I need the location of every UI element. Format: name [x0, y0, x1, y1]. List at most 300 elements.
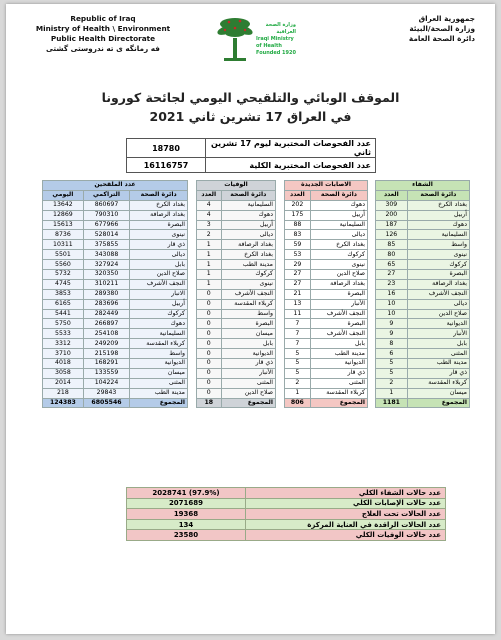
vaccinated-cumulative: 310211 [83, 279, 129, 289]
new-cases-dept: كربلاء المقدسة [310, 388, 367, 398]
logo-caption [256, 22, 296, 57]
new-cases-count: 13 [285, 299, 311, 309]
recoveries-row [376, 378, 470, 388]
new-cases-dept: ذي قار [310, 368, 367, 378]
deaths-dept: بغداد الكرخ [221, 250, 275, 260]
vaccinated-cumulative: 289380 [83, 289, 129, 299]
deaths-dept: الأنبار [221, 368, 275, 378]
recoveries-dept: ديالى [407, 299, 469, 309]
deaths-count: 4 [197, 210, 222, 220]
new-cases-row [285, 388, 368, 398]
new-cases-total: 806 [285, 398, 311, 408]
vaccinated-dept: بابل [130, 260, 188, 270]
deaths-count: 0 [197, 378, 222, 388]
recoveries-count: 8 [376, 339, 408, 349]
deaths-dept: مدينة الطب [221, 260, 275, 270]
recoveries-dept: ذي قار [407, 368, 469, 378]
header-english-line: Public Health Directorate [50, 34, 156, 43]
vaccinated-row [43, 260, 188, 270]
vaccinated-dept: بغداد الكرخ [130, 200, 188, 210]
deaths-dept: نينوى [221, 279, 275, 289]
vaccinated-cumulative: 104224 [83, 378, 129, 388]
vaccinated-dept: النجف الأشرف [130, 279, 188, 289]
new-cases-count: 59 [285, 240, 311, 250]
recoveries-dept: واسط [407, 240, 469, 250]
new-cases-row [285, 339, 368, 349]
new-cases-row [285, 299, 368, 309]
recoveries-count: 23 [376, 279, 408, 289]
new-cases-count: 29 [285, 260, 311, 270]
vaccinated-daily: 15613 [43, 220, 84, 230]
deaths-row [197, 368, 276, 378]
recoveries-row [376, 250, 470, 260]
recoveries-count: 6 [376, 349, 408, 359]
new-cases-dept: البصرة [310, 319, 367, 329]
new-cases-count: 83 [285, 230, 311, 240]
header-arabic-line: جمهورية العراق [418, 14, 475, 23]
recoveries-dept: كربلاء المقدسة [407, 378, 469, 388]
recoveries-count: 5 [376, 359, 408, 369]
recoveries-count: 16 [376, 289, 408, 299]
new-cases-dept: صلاح الدين [310, 270, 367, 280]
recoveries-dept: مدينة الطب [407, 359, 469, 369]
recoveries-row [376, 260, 470, 270]
vaccinated-dept: المثنى [130, 378, 188, 388]
deaths-count: 4 [197, 200, 222, 210]
deaths-col-dept: دائرة الصحة [221, 190, 275, 200]
vaccinated-cumulative: 677966 [83, 220, 129, 230]
vaccinated-row [43, 329, 188, 339]
lab-tests-daily-label: عدد الفحوصات المختبرية ليوم 17 تشرين ثاني [206, 139, 376, 158]
vaccinated-daily: 5533 [43, 329, 84, 339]
summary-table [126, 487, 446, 541]
recoveries-row [376, 359, 470, 369]
recoveries-row [376, 299, 470, 309]
summary-label: عدد حالات الوفيات الكلي [246, 530, 446, 541]
deaths-count: 0 [197, 289, 222, 299]
vaccinated-col-daily: اليومي [43, 190, 84, 200]
deaths-count: 0 [197, 329, 222, 339]
new-cases-row [285, 349, 368, 359]
deaths-count: 1 [197, 240, 222, 250]
deaths-col-count: العدد [197, 190, 222, 200]
new-cases-dept: السليمانية [310, 220, 367, 230]
new-cases-row [285, 309, 368, 319]
deaths-row [197, 270, 276, 280]
deaths-count: 0 [197, 359, 222, 369]
recoveries-count: 126 [376, 230, 408, 240]
new-cases-row [285, 319, 368, 329]
deaths-row [197, 359, 276, 369]
header-english-line: Republic of Iraq [70, 14, 136, 23]
new-cases-count: 1 [285, 388, 311, 398]
vaccinated-row [43, 200, 188, 210]
new-cases-row [285, 279, 368, 289]
new-cases-dept: بغداد الكرخ [310, 240, 367, 250]
deaths-title: الوفيات [197, 181, 276, 191]
vaccinated-row [43, 319, 188, 329]
vaccinated-row [43, 240, 188, 250]
deaths-dept: بغداد الرصافة [221, 240, 275, 250]
vaccinated-daily: 12869 [43, 210, 84, 220]
deaths-dept: المثنى [221, 378, 275, 388]
vaccinated-daily: 3058 [43, 368, 84, 378]
summary-value: (97.9%) 2028741 [127, 488, 246, 499]
vaccinated-row [43, 250, 188, 260]
recoveries-count: 80 [376, 250, 408, 260]
vaccinated-table [42, 180, 188, 408]
deaths-row [197, 329, 276, 339]
deaths-dept: واسط [221, 309, 275, 319]
vaccinated-daily: 3853 [43, 289, 84, 299]
deaths-total: 18 [197, 398, 222, 408]
recoveries-dept: البصرة [407, 270, 469, 280]
summary-row [127, 519, 446, 530]
recoveries-count: 200 [376, 210, 408, 220]
new-cases-count: 11 [285, 309, 311, 319]
deaths-count: 1 [197, 250, 222, 260]
recoveries-row [376, 349, 470, 359]
vaccinated-cumulative: 133559 [83, 368, 129, 378]
recoveries-title: الشفاء [376, 181, 470, 191]
deaths-count: 0 [197, 339, 222, 349]
header-arabic-line: وزارة الصحة/البيئة [409, 24, 475, 33]
logo-caption-line: وزارة الصحة العراقية [265, 22, 296, 35]
header-kurdish-line: فه رمانگه ى ته ندروستى گشتى [46, 44, 160, 53]
vaccinated-row [43, 339, 188, 349]
vaccinated-title: عدد الملقحين [43, 181, 188, 191]
deaths-dept: كركوك [221, 270, 275, 280]
recoveries-count: 9 [376, 329, 408, 339]
recoveries-row [376, 240, 470, 250]
new-cases-col-dept: دائرة الصحة [310, 190, 367, 200]
vaccinated-daily: 10311 [43, 240, 84, 250]
deaths-row [197, 349, 276, 359]
vaccinated-dept: صلاح الدين [130, 270, 188, 280]
vaccinated-row [43, 378, 188, 388]
recoveries-dept: كركوك [407, 260, 469, 270]
recoveries-count: 1 [376, 388, 408, 398]
vaccinated-dept: كربلاء المقدسة [130, 339, 188, 349]
new-cases-dept: نينوى [310, 260, 367, 270]
vaccinated-cumulative: 29843 [83, 388, 129, 398]
new-cases-dept: بغداد الرصافة [310, 279, 367, 289]
recoveries-row [376, 220, 470, 230]
vaccinated-cumulative: 327924 [83, 260, 129, 270]
new-cases-dept: النجف الأشرف [310, 309, 367, 319]
vaccinated-row [43, 359, 188, 369]
vaccinated-total-label: المجموع [130, 398, 188, 408]
lab-tests-row [127, 158, 376, 173]
new-cases-row [285, 378, 368, 388]
new-cases-dept: مدينة الطب [310, 349, 367, 359]
new-cases-count: 7 [285, 339, 311, 349]
deaths-count: 2 [197, 230, 222, 240]
deaths-table [196, 180, 276, 408]
deaths-dept: ديالى [221, 230, 275, 240]
new-cases-count: 88 [285, 220, 311, 230]
vaccinated-dept: واسط [130, 349, 188, 359]
new-cases-count: 5 [285, 359, 311, 369]
header-arabic [365, 14, 475, 44]
vaccinated-dept: الانبار [130, 289, 188, 299]
new-cases-row [285, 210, 368, 220]
vaccinated-dept: كركوك [130, 309, 188, 319]
vaccinated-cumulative: 215198 [83, 349, 129, 359]
deaths-count: 1 [197, 270, 222, 280]
summary-label: عدد الحالات الراقدة في العناية المركزة [246, 519, 446, 530]
recoveries-dept: المثنى [407, 349, 469, 359]
vaccinated-dept: دهوك [130, 319, 188, 329]
recoveries-dept: أربيل [407, 210, 469, 220]
new-cases-row [285, 200, 368, 210]
recoveries-row [376, 289, 470, 299]
deaths-count: 0 [197, 368, 222, 378]
recoveries-count: 187 [376, 220, 408, 230]
vaccinated-dept: السليمانية [130, 329, 188, 339]
vaccinated-dept: بغداد الرصافة [130, 210, 188, 220]
deaths-row [197, 299, 276, 309]
vaccinated-row [43, 309, 188, 319]
new-cases-table [284, 180, 368, 408]
deaths-dept: الديوانية [221, 349, 275, 359]
recoveries-row [376, 388, 470, 398]
header-english-line: Ministry of Health \ Environment [35, 24, 171, 33]
new-cases-count: 7 [285, 329, 311, 339]
vaccinated-dept: مدينة الطب [130, 388, 188, 398]
deaths-dept: كربلاء المقدسة [221, 299, 275, 309]
vaccinated-daily: 5501 [43, 250, 84, 260]
new-cases-count: 27 [285, 270, 311, 280]
deaths-count: 0 [197, 349, 222, 359]
new-cases-col-count: العدد [285, 190, 311, 200]
recoveries-total: 1181 [376, 398, 408, 408]
recoveries-count: 9 [376, 319, 408, 329]
vaccinated-row [43, 388, 188, 398]
new-cases-dept: بابل [310, 339, 367, 349]
vaccinated-total-daily: 124383 [43, 398, 84, 408]
recoveries-row [376, 368, 470, 378]
vaccinated-dept: نينوى [130, 230, 188, 240]
vaccinated-daily: 2014 [43, 378, 84, 388]
new-cases-count: 5 [285, 368, 311, 378]
deaths-row [197, 220, 276, 230]
vaccinated-cumulative: 528014 [83, 230, 129, 240]
new-cases-count: 5 [285, 349, 311, 359]
deaths-total-label: المجموع [221, 398, 275, 408]
summary-value: 23580 [127, 530, 246, 541]
vaccinated-dept: ذي قار [130, 240, 188, 250]
deaths-dept: أربيل [221, 220, 275, 230]
new-cases-count: 27 [285, 279, 311, 289]
summary-label: عدد حالات الإصابات الكلي [246, 498, 446, 509]
vaccinated-col-total: التراكمي [83, 190, 129, 200]
vaccinated-daily: 5732 [43, 270, 84, 280]
deaths-row [197, 250, 276, 260]
new-cases-title: الاصابات الجديدة [285, 181, 368, 191]
recoveries-count: 10 [376, 299, 408, 309]
vaccinated-cumulative: 266897 [83, 319, 129, 329]
vaccinated-cumulative: 168291 [83, 359, 129, 369]
summary-value: 19368 [127, 509, 246, 520]
recoveries-dept: بغداد الرصافة [407, 279, 469, 289]
recoveries-dept: النجف الأشرف [407, 289, 469, 299]
new-cases-dept: الأنبار [310, 299, 367, 309]
summary-value: 134 [127, 519, 246, 530]
new-cases-total-label: المجموع [310, 398, 367, 408]
deaths-count: 0 [197, 309, 222, 319]
vaccinated-daily: 4018 [43, 359, 84, 369]
vaccinated-daily: 5560 [43, 260, 84, 270]
vaccinated-cumulative: 860697 [83, 200, 129, 210]
vaccinated-total-cumulative: 6805546 [83, 398, 129, 408]
new-cases-count: 21 [285, 289, 311, 299]
recoveries-row [376, 200, 470, 210]
lab-tests-daily-value: 18780 [127, 139, 206, 158]
new-cases-row [285, 230, 368, 240]
recoveries-dept: السليمانية [407, 230, 469, 240]
vaccinated-row [43, 210, 188, 220]
deaths-row [197, 240, 276, 250]
new-cases-row [285, 289, 368, 299]
recoveries-count: 27 [376, 270, 408, 280]
recoveries-count: 85 [376, 240, 408, 250]
vaccinated-daily: 8736 [43, 230, 84, 240]
vaccinated-col-dept: دائرة الصحة [130, 190, 188, 200]
deaths-count: 3 [197, 220, 222, 230]
summary-row [127, 509, 446, 520]
recoveries-row [376, 210, 470, 220]
new-cases-count: 53 [285, 250, 311, 260]
recoveries-count: 65 [376, 260, 408, 270]
vaccinated-cumulative: 790310 [83, 210, 129, 220]
new-cases-count: 202 [285, 200, 311, 210]
vaccinated-daily: 218 [43, 388, 84, 398]
recoveries-row [376, 329, 470, 339]
vaccinated-dept: ميسان [130, 368, 188, 378]
vaccinated-cumulative: 249209 [83, 339, 129, 349]
vaccinated-row [43, 368, 188, 378]
logo-caption-line: Founded 1920 [256, 50, 296, 56]
deaths-count: 1 [197, 279, 222, 289]
vaccinated-daily: 5441 [43, 309, 84, 319]
vaccinated-daily: 5750 [43, 319, 84, 329]
header-english [28, 14, 178, 54]
recoveries-dept: ميسان [407, 388, 469, 398]
new-cases-dept: أربيل [310, 210, 367, 220]
deaths-dept: بابل [221, 339, 275, 349]
deaths-row [197, 309, 276, 319]
vaccinated-daily: 6165 [43, 299, 84, 309]
recoveries-count: 10 [376, 309, 408, 319]
recoveries-count: 309 [376, 200, 408, 210]
vaccinated-cumulative: 320350 [83, 270, 129, 280]
deaths-dept: البصرة [221, 319, 275, 329]
deaths-dept: دهوك [221, 210, 275, 220]
recoveries-row [376, 309, 470, 319]
recoveries-total-label: المجموع [407, 398, 469, 408]
vaccinated-dept: أربيل [130, 299, 188, 309]
new-cases-row [285, 368, 368, 378]
new-cases-dept: النجف الأشرف [310, 329, 367, 339]
vaccinated-daily: 4745 [43, 279, 84, 289]
summary-row [127, 530, 446, 541]
vaccinated-dept: البصرة [130, 220, 188, 230]
deaths-dept: صلاح الدين [221, 388, 275, 398]
lab-tests-total-label: عدد الفحوصات المختبرية الكلية [206, 158, 376, 173]
vaccinated-row [43, 279, 188, 289]
recoveries-dept: الديوانية [407, 319, 469, 329]
deaths-row [197, 200, 276, 210]
vaccinated-row [43, 289, 188, 299]
recoveries-count: 2 [376, 378, 408, 388]
vaccinated-daily: 13642 [43, 200, 84, 210]
recoveries-col-count: العدد [376, 190, 408, 200]
vaccinated-cumulative: 343088 [83, 250, 129, 260]
report-page [6, 4, 495, 634]
vaccinated-row [43, 230, 188, 240]
deaths-row [197, 388, 276, 398]
vaccinated-daily: 3312 [43, 339, 84, 349]
deaths-row [197, 319, 276, 329]
deaths-count: 0 [197, 299, 222, 309]
vaccinated-row [43, 349, 188, 359]
recoveries-dept: دهوك [407, 220, 469, 230]
recoveries-dept: الأنبار [407, 329, 469, 339]
recoveries-row [376, 279, 470, 289]
deaths-row [197, 260, 276, 270]
vaccinated-cumulative: 283696 [83, 299, 129, 309]
deaths-row [197, 339, 276, 349]
deaths-row [197, 210, 276, 220]
new-cases-row [285, 270, 368, 280]
vaccinated-row [43, 299, 188, 309]
new-cases-dept: المثنى [310, 378, 367, 388]
recoveries-row [376, 230, 470, 240]
recoveries-dept: بغداد الكرخ [407, 200, 469, 210]
new-cases-dept: كركوك [310, 250, 367, 260]
new-cases-dept: دهوك [310, 200, 367, 210]
logo-caption-line: Iraqi Ministry of Health [256, 36, 294, 49]
new-cases-count: 175 [285, 210, 311, 220]
deaths-count: 0 [197, 319, 222, 329]
vaccinated-row [43, 220, 188, 230]
vaccinated-dept: الديوانية [130, 359, 188, 369]
new-cases-row [285, 240, 368, 250]
deaths-row [197, 279, 276, 289]
deaths-dept: ميسان [221, 329, 275, 339]
recoveries-row [376, 339, 470, 349]
header-arabic-line: دائرة الصحة العامة [408, 34, 475, 43]
lab-tests-row [127, 139, 376, 158]
new-cases-dept: ديالى [310, 230, 367, 240]
deaths-row [197, 378, 276, 388]
vaccinated-dept: ديالى [130, 250, 188, 260]
deaths-dept: ذي قار [221, 359, 275, 369]
deaths-count: 0 [197, 388, 222, 398]
recoveries-dept: نينوى [407, 250, 469, 260]
new-cases-count: 7 [285, 319, 311, 329]
lab-tests-total-value: 16116757 [127, 158, 206, 173]
recoveries-table [375, 180, 470, 408]
recoveries-count: 5 [376, 368, 408, 378]
summary-row [127, 498, 446, 509]
recoveries-dept: صلاح الدين [407, 309, 469, 319]
deaths-count: 1 [197, 260, 222, 270]
summary-label: عدد حالات الشفاء الكلي [246, 488, 446, 499]
vaccinated-cumulative: 254108 [83, 329, 129, 339]
recoveries-row [376, 270, 470, 280]
